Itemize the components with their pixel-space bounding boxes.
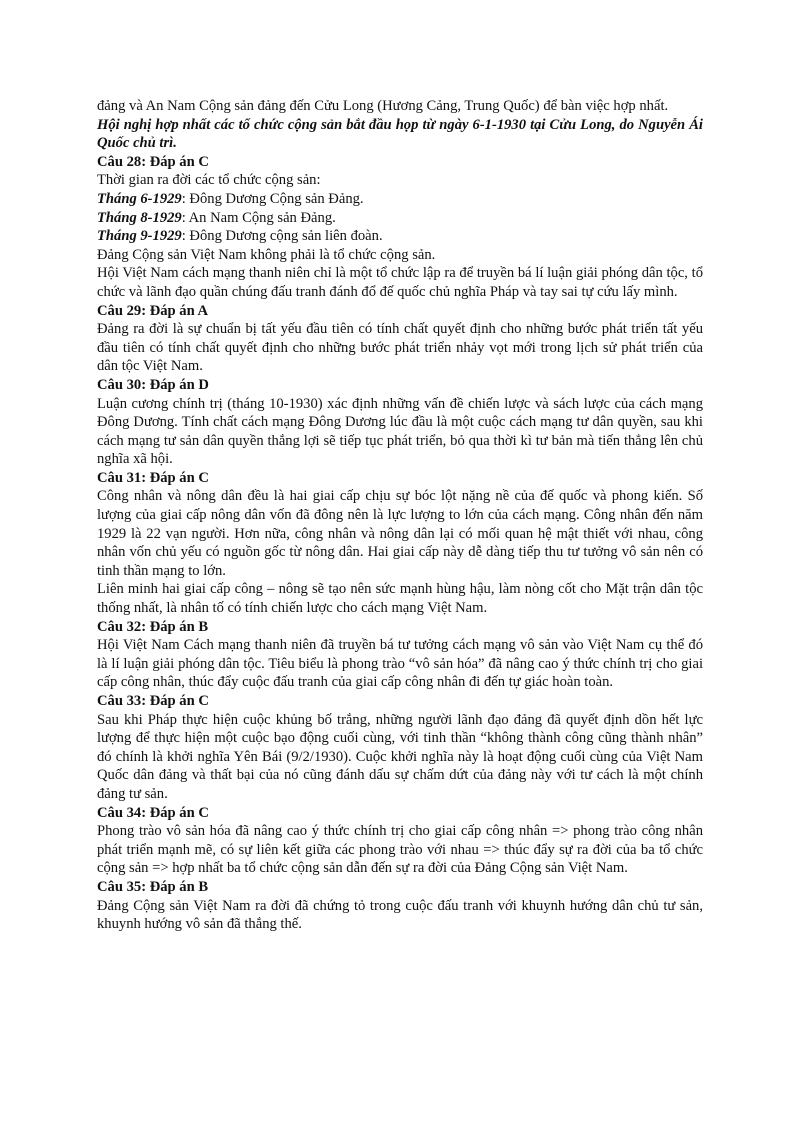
date-label: Tháng 6-1929 [97, 190, 182, 207]
question-28-heading: Câu 28: Đáp án C [97, 153, 209, 170]
question-28-paragraph: Hội Việt Nam cách mạng thanh niên chỉ là một tổ chức lập ra để truyền bá lí luận giải phóng dân tộc, tổ chức và lãnh đạo quần chúng đấu tranh đánh đổ đế quốc chủ nghĩa Pháp và tay sai tự cứu lấy mình. [97, 265, 703, 300]
question-28-item [97, 209, 703, 228]
question-28-item [97, 190, 703, 209]
intro-emphasis: Hội nghị hợp nhất các tổ chức cộng sản bắt đầu họp từ ngày 6-1-1930 tại Cửu Long, do Nguyễn Ái Quốc chủ trì. [97, 116, 703, 152]
date-label: Tháng 8-1929 [97, 209, 182, 226]
question-33-paragraph: Sau khi Pháp thực hiện cuộc khủng bố trắng, những người lãnh đạo đảng đã quyết định dồn hết lực lượng để thực hiện một cuộc bạo động cuối cùng, với tinh thần “không thành công cũng thành nhân” đó chính là khởi nghĩa Yên Bái (9/2/1930). Cuộc khởi nghĩa này là hoạt động cuối cùng của Việt Nam Quốc dân đảng và thất bại của nó cũng đánh dấu sự chấm dứt của đảng này với tư cách là một chính đảng tư sản. [97, 711, 703, 802]
document-page [97, 97, 703, 934]
question-34-paragraph: Phong trào vô sản hóa đã nâng cao ý thức chính trị cho giai cấp công nhân => phong trào công nhân phát triển mạnh mẽ, có sự liên kết giữa các phong trào với nhau => thúc đẩy sự ra đời của ba tổ chức cộng sản => hợp nhất ba tổ chức cộng sản dẫn đến sự ra đời của Đảng Cộng sản Việt Nam. [97, 823, 703, 877]
intro-paragraph: đảng và An Nam Cộng sản đảng đến Cửu Long (Hương Cảng, Trung Quốc) để bàn việc hợp nhất. [97, 98, 669, 114]
question-30-paragraph: Luận cương chính trị (tháng 10-1930) xác định những vấn đề chiến lược và sách lược của cách mạng Đông Dương. Tính chất cách mạng Đông Dương lúc đầu là một cuộc cách mạng tư dân quyền, sau khi cách mạng tư sản dân quyền thắng lợi sẽ tiếp tục phát triển, bỏ qua thời kì tư bản mà tiến thẳng lên chủ nghĩa xã hội. [97, 395, 703, 468]
item-text: : An Nam Cộng sản Đảng. [181, 209, 336, 226]
date-label: Tháng 9-1929 [97, 228, 182, 245]
question-30-heading: Câu 30: Đáp án D [97, 376, 209, 393]
question-31-paragraph: Công nhân và nông dân đều là hai giai cấp chịu sự bóc lột nặng nề của đế quốc và phong kiến. Số lượng của giai cấp nông dân vốn đã đông nên là lực lượng to lớn của cách mạng. Công nhân đến năm 1929 là 22 vạn người. Hơn nữa, công nhân và nông dân lại có mối quan hệ mật thiết với nhau, công nhân vốn chủ yếu có nguồn gốc từ nông dân. Hai giai cấp này dễ dàng tiếp thu tư tưởng vô sản nên có tinh thần mạng to lớn. [97, 488, 703, 579]
question-32-heading: Câu 32: Đáp án B [97, 618, 209, 635]
question-31-heading: Câu 31: Đáp án C [97, 469, 209, 486]
question-33-heading: Câu 33: Đáp án C [97, 693, 209, 709]
question-34-heading: Câu 34: Đáp án C [97, 804, 209, 821]
question-28-intro: Thời gian ra đời các tổ chức cộng sản: [97, 172, 321, 189]
question-28-item [97, 227, 703, 246]
item-text: : Đông Dương Cộng sản Đảng. [181, 190, 364, 207]
item-text: : Đông Dương cộng sản liên đoàn. [181, 228, 383, 245]
question-29-paragraph: Đảng ra đời là sự chuẩn bị tất yếu đầu tiên có tính chất quyết định cho những bước phát triển tất yếu đầu tiên có tính chất quyết định cho những bước phát triển nhảy vọt mới trong lịch sử phát triển của dân tộc Việt Nam. [97, 321, 703, 375]
question-35-paragraph: Đảng Cộng sản Việt Nam ra đời đã chứng tỏ trong cuộc đấu tranh với khuynh hướng dân chủ tư sản, khuynh hướng vô sản đã thắng thế. [97, 897, 703, 933]
question-35-heading: Câu 35: Đáp án B [97, 878, 209, 895]
question-31-paragraph: Liên minh hai giai cấp công – nông sẽ tạo nên sức mạnh hùng hậu, làm nòng cốt cho Mặt trận dân tộc thống nhất, là nhân tố có tính chiến lược cho cách mạng Việt Nam. [97, 581, 703, 617]
question-29-heading: Câu 29: Đáp án A [97, 302, 209, 319]
question-28-paragraph: Đảng Cộng sản Việt Nam không phải là tổ chức cộng sản. [97, 246, 436, 263]
question-32-paragraph: Hội Việt Nam Cách mạng thanh niên đã truyền bá tư tưởng cách mạng vô sản vào Việt Nam cụ thể đó là lí luận giải phóng dân tộc. Tiêu biểu là phong trào “vô sản hóa” đã nâng cao ý thức chính trị cho giai cấp công nhân, thúc đẩy cuộc đấu tranh của giai cấp công nhân đi đến tự giác hoàn toàn. [97, 637, 703, 691]
